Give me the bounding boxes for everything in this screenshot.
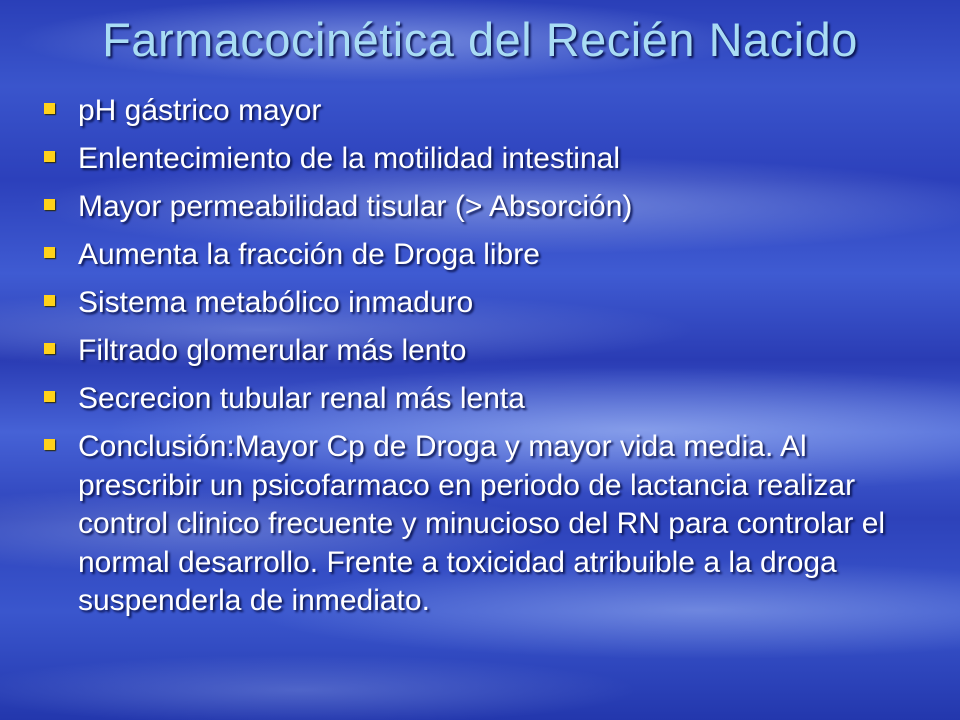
square-bullet-icon [44,439,55,450]
square-bullet-icon [44,343,55,354]
bullet-text: Sistema metabólico inmaduro [78,286,474,319]
square-bullet-icon [44,247,55,258]
square-bullet-icon [44,103,55,114]
bullet-text: pH gástrico mayor [78,94,322,127]
bullet-list [40,92,920,631]
slide-title: Farmacocinética del Recién Nacido [102,13,858,66]
bullet-item [40,284,920,322]
bullet-item [40,188,920,226]
bullet-text: Aumenta la fracción de Droga libre [78,238,540,271]
bullet-text: Secrecion tubular renal más lenta [78,382,525,415]
square-bullet-icon [44,199,55,210]
bullet-item [40,92,920,130]
bullet-text: Filtrado glomerular más lento [78,334,467,367]
square-bullet-icon [44,295,55,306]
bullet-item [40,140,920,178]
bullet-text: Conclusión:Mayor Cp de Droga y mayor vida media. Al prescribir un psicofarmaco en periodo de lactancia realizar control clinico frecuente y minucioso del RN para controlar el normal desarrollo. Frente a toxicidad atribuible a la droga suspenderla de inmediato. [78,430,886,617]
bullet-text: Mayor permeabilidad tisular (> Absorción) [78,190,633,223]
bullet-item-conclusion [40,428,920,621]
square-bullet-icon [44,391,55,402]
bullet-item [40,380,920,418]
square-bullet-icon [44,151,55,162]
bullet-item [40,332,920,370]
bullet-item [40,236,920,274]
bullet-text: Enlentecimiento de la motilidad intestinal [78,142,620,175]
